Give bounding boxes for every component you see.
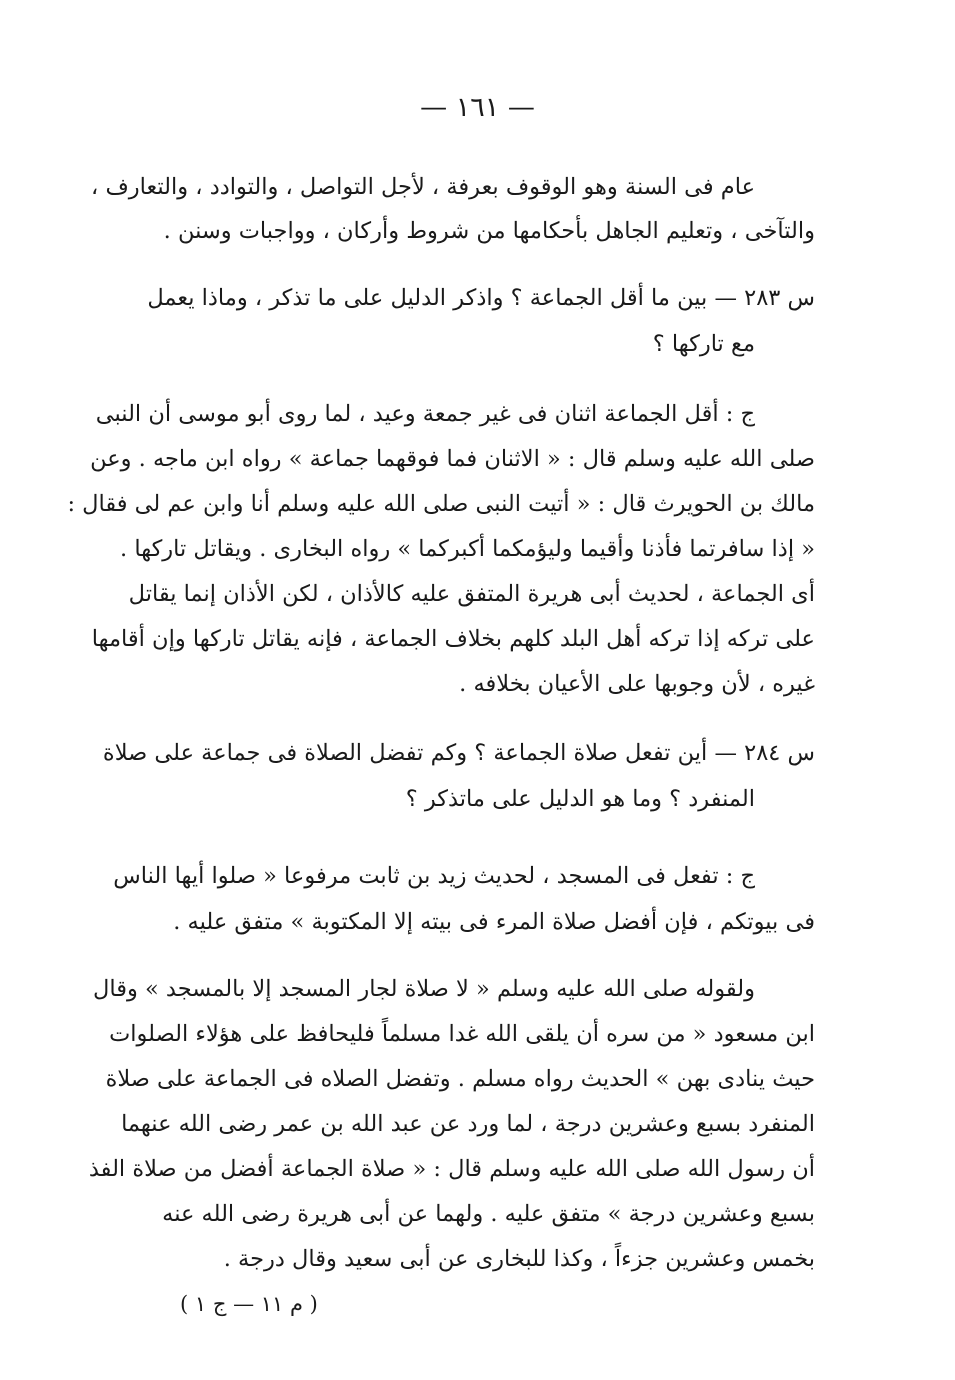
text-line: عام فى السنة وهو الوقوف بعرفة ، لأجل التواصل ، والتوادد ، والتعارف ، xyxy=(91,174,755,200)
text-line: ابن مسعود « من سره أن يلقى الله غدا مسلماً فليحافظ على هؤلاء الصلوات xyxy=(109,1021,815,1047)
question-284 xyxy=(102,730,815,822)
text-line: مالك بن الحويرث قال : « أتيت النبى صلى الله عليه وسلم أنا وابن عم لى فقال : xyxy=(67,491,815,517)
text-line: « إذا سافرتما فأذنا وأقيما وليؤمكما أكبركما » رواه البخارى . ويقاتل تاركها . xyxy=(120,536,815,562)
question-line: س ٢٨٣ — بين ما أقل الجماعة ؟ واذكر الدليل على ما تذكر ، وماذا يعمل xyxy=(147,285,815,311)
text-line: بخمس وعشرين جزءاً ، وكذا للبخارى عن أبى سعيد وقال درجة . xyxy=(223,1246,815,1272)
text-line: على تركه إذا تركه أهل البلد كلهم بخلاف الجماعة ، فإنه يقاتل تاركها وإن أقامها xyxy=(91,626,815,652)
question-line: س ٢٨٤ — أين تفعل صلاة الجماعة ؟ وكم تفضل الصلاة فى جماعة على صلاة xyxy=(102,740,815,766)
text-line: والتآخى ، وتعليم الجاهل بأحكامها من شروط وأركان ، وواجبات وسنن . xyxy=(163,218,815,244)
question-283 xyxy=(147,275,815,367)
text-line: بسبع وعشرين درجة » متفق عليه . ولهما عن أبى هريرة رضى الله عنه xyxy=(162,1201,815,1227)
text-line: ج : تفعل فى المسجد ، لحديث زيد بن ثابت مرفوعا « صلوا أيها الناس xyxy=(113,863,755,889)
signature-mark: ( م ١١ — ج ١ ) xyxy=(180,1292,318,1316)
page-number: — ١٦١ — xyxy=(420,92,535,123)
text-line: أى الجماعة ، لحديث أبى هريرة المتفق عليه كالأذان ، لكن الأذان إنما يقاتل xyxy=(128,581,815,607)
question-line: مع تاركها ؟ xyxy=(652,331,755,357)
text-line: حيث ينادى بهن » الحديث رواه مسلم . وتفضل الصلاه فى الجماعة على صلاة xyxy=(105,1066,815,1092)
paragraph-final xyxy=(88,967,815,1282)
text-line: صلى الله عليه وسلم قال : « الاثنان فما فوقهما جماعة » رواه ابن ماجه . وعن xyxy=(90,446,815,472)
text-line: غيره ، لأن وجوبها على الأعيان بخلافه . xyxy=(459,671,815,697)
paragraph-intro xyxy=(91,165,815,253)
answer-284 xyxy=(113,853,815,945)
question-line: المنفرد ؟ وما هو الدليل على ماتذكر ؟ xyxy=(405,786,755,812)
text-line: ج : أقل الجماعة اثنان فى غير جمعة وعيد ، لما روى أبو موسى أن النبى xyxy=(95,401,755,427)
text-line: المنفرد بسبع وعشرين درجة ، لما ورد عن عبد الله بن عمر رضى الله عنهما xyxy=(121,1111,815,1137)
text-line: فى بيوتكم ، فإن أفضل صلاة المرء فى بيته إلا المكتوبة » متفق عليه . xyxy=(173,909,815,935)
text-line: أن رسول الله صلى الله عليه وسلم قال : « صلاة الجماعة أفضل من صلاة الفذ xyxy=(88,1156,815,1182)
answer-283 xyxy=(67,392,815,707)
text-line: ولقوله صلى الله عليه وسلم « لا صلاة لجار المسجد إلا بالمسجد » وقال xyxy=(92,976,755,1002)
